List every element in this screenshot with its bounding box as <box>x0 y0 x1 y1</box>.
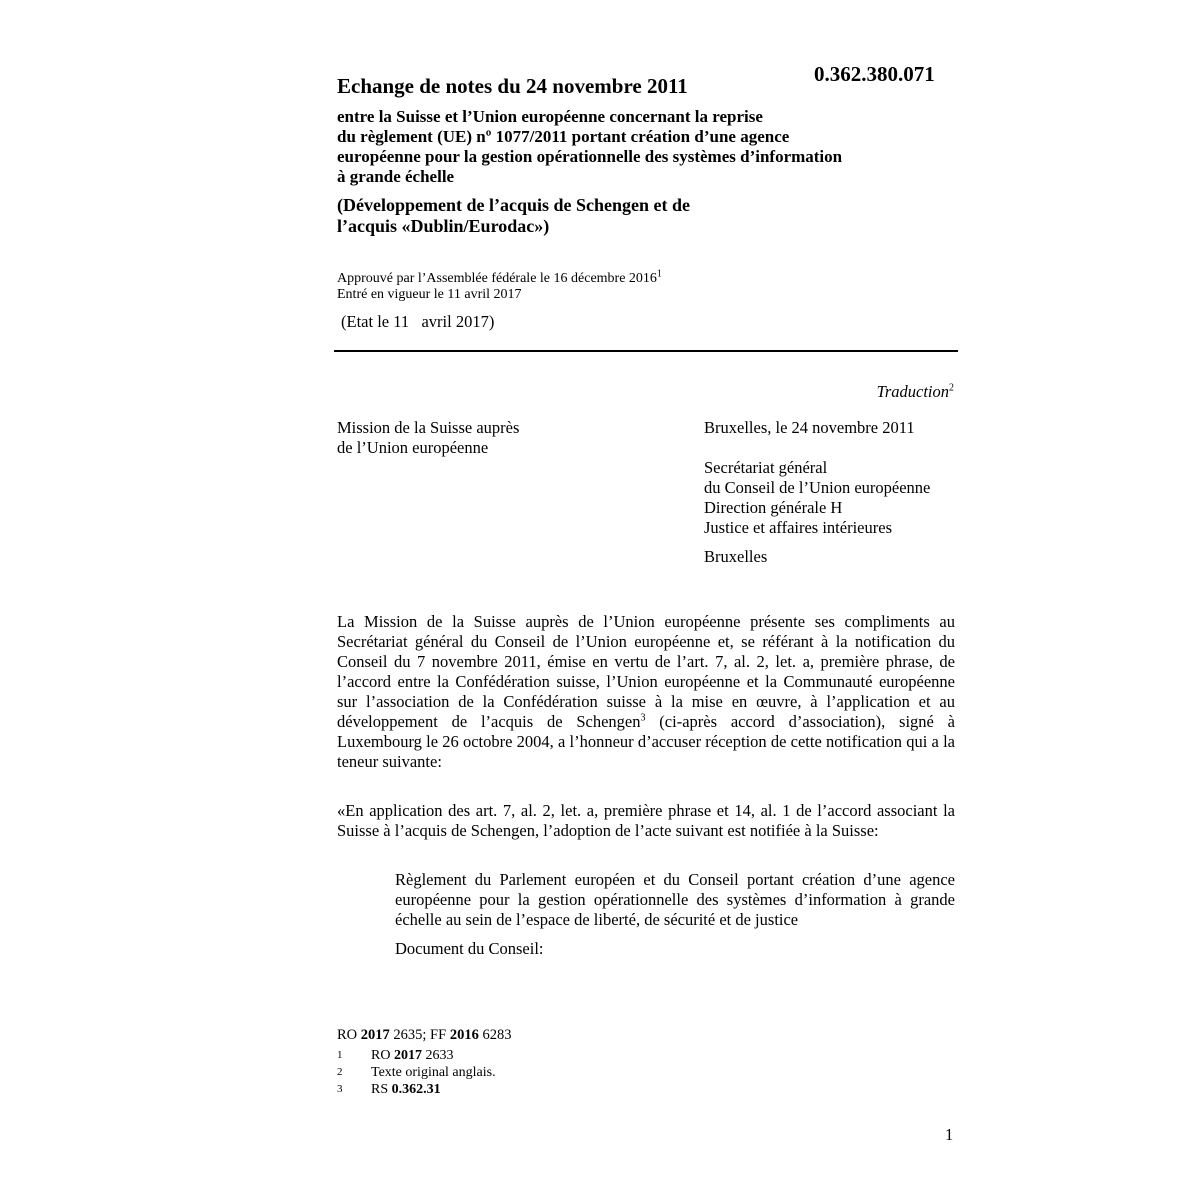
sender-line: de l’Union européenne <box>337 438 489 457</box>
place-date: Bruxelles, le 24 novembre 2011 <box>704 418 915 437</box>
ref-text: 2635; FF <box>389 1027 450 1043</box>
recipient-line: du Conseil de l’Union européenne <box>704 478 931 497</box>
ref-text: 6283 <box>478 1027 512 1043</box>
rs-number: 0.362.380.071 <box>814 62 935 86</box>
document-subtitle <box>337 107 977 187</box>
development-line: l’acquis «Dublin/Eurodac») <box>337 216 550 236</box>
footnote-ref: 2 <box>949 382 954 394</box>
subtitle-line: entre la Suisse et l’Union européenne concernant la reprise <box>337 107 763 126</box>
recipient-address <box>704 458 930 538</box>
footnote-list <box>337 1047 637 1099</box>
recipient-line: Direction générale H <box>704 498 843 517</box>
recipient-city: Bruxelles <box>704 547 768 566</box>
subtitle-line: européenne pour la gestion opérationnelle des systèmes d’information <box>337 147 843 166</box>
footnote-suffix: 2633 <box>421 1048 454 1063</box>
footnote-text <box>371 1047 453 1064</box>
subtitle-line: du règlement (UE) nº 1077/2011 portant création d’une agence <box>337 127 790 146</box>
footnote-ref: 1 <box>656 268 662 280</box>
footnote-number: 1 <box>337 1049 343 1061</box>
footnote-prefix: Texte original anglais. <box>371 1065 496 1080</box>
sender-address <box>337 418 519 458</box>
footnote-prefix: RS <box>371 1082 392 1097</box>
state-date: (Etat le 11 avril 2017) <box>341 312 495 331</box>
page-number: 1 <box>945 1125 954 1144</box>
subtitle-line: à grande échelle <box>337 167 455 186</box>
council-document-label: Document du Conseil: <box>395 939 544 958</box>
ref-year: 2017 <box>360 1027 390 1043</box>
header-divider <box>334 350 958 352</box>
paragraph-text: La Mission de la Suisse auprès de l’Union européenne présente ses compliments au Secrétariat général du Conseil de l’Union européenne et, se référant à la notification du Conseil du 7 novembre 2011, émise en vertu de l’art. 7, al. 2, let. a, première phrase, de l’accord entre la Confédération suisse, l’Union européenne et la Communauté européenne sur l’association de la Confédération suisse à la mise en œuvre, à l’application et au développement de l’acquis de Schengen <box>337 612 955 731</box>
ref-year: 2016 <box>449 1027 479 1043</box>
footnote-ref: 3 <box>640 712 646 724</box>
footnote-number: 3 <box>337 1083 343 1095</box>
footnote-item <box>337 1081 637 1098</box>
entry-into-force: Entré en vigueur le 11 avril 2017 <box>337 287 522 302</box>
translation-label <box>877 382 954 402</box>
footnote-number: 2 <box>337 1066 343 1078</box>
footnote-item <box>337 1064 637 1081</box>
footnote-bold: 2017 <box>393 1048 422 1063</box>
publication-reference <box>337 1027 511 1044</box>
paragraph-acknowledgement <box>337 612 955 772</box>
paragraph-notification: «En application des art. 7, al. 2, let. a, première phrase et 14, al. 1 de l’accord associant la Suisse à l’acquis de Schengen, l’adoption de l’acte suivant est notifiée à la Suisse: <box>337 801 955 840</box>
translation-text: Traduction <box>876 382 949 401</box>
approval-info <box>337 268 662 303</box>
footnote-text <box>371 1081 441 1098</box>
schengen-development-note <box>337 195 690 237</box>
sender-line: Mission de la Suisse auprès <box>337 418 520 437</box>
regulation-title: Règlement du Parlement européen et du Conseil portant création d’une agence européenne pour la gestion opérationnelle des systèmes d’information à grande échelle au sein de l’espace de liberté, de sécurité et de justice <box>395 870 955 929</box>
document-title: Echange de notes du 24 novembre 2011 <box>337 74 688 98</box>
footnote-item <box>337 1047 637 1064</box>
approval-text: Approuvé par l’Assemblée fédérale le 16 décembre 2016 <box>337 271 657 286</box>
ref-text: RO <box>337 1027 361 1043</box>
recipient-line: Secrétariat général <box>704 458 828 477</box>
footnote-prefix: RO <box>371 1048 394 1063</box>
footnote-bold: 0.362.31 <box>391 1082 441 1097</box>
paragraph-text: (ci-après accord d’association), signé à Luxembourg le 26 octobre 2004, a l’honneur d’accuser réception de cette notification qui a la teneur suivante: <box>337 712 955 771</box>
footnote-text <box>371 1064 496 1081</box>
recipient-line: Justice et affaires intérieures <box>704 518 892 537</box>
development-line: (Développement de l’acquis de Schengen et de <box>337 195 690 215</box>
